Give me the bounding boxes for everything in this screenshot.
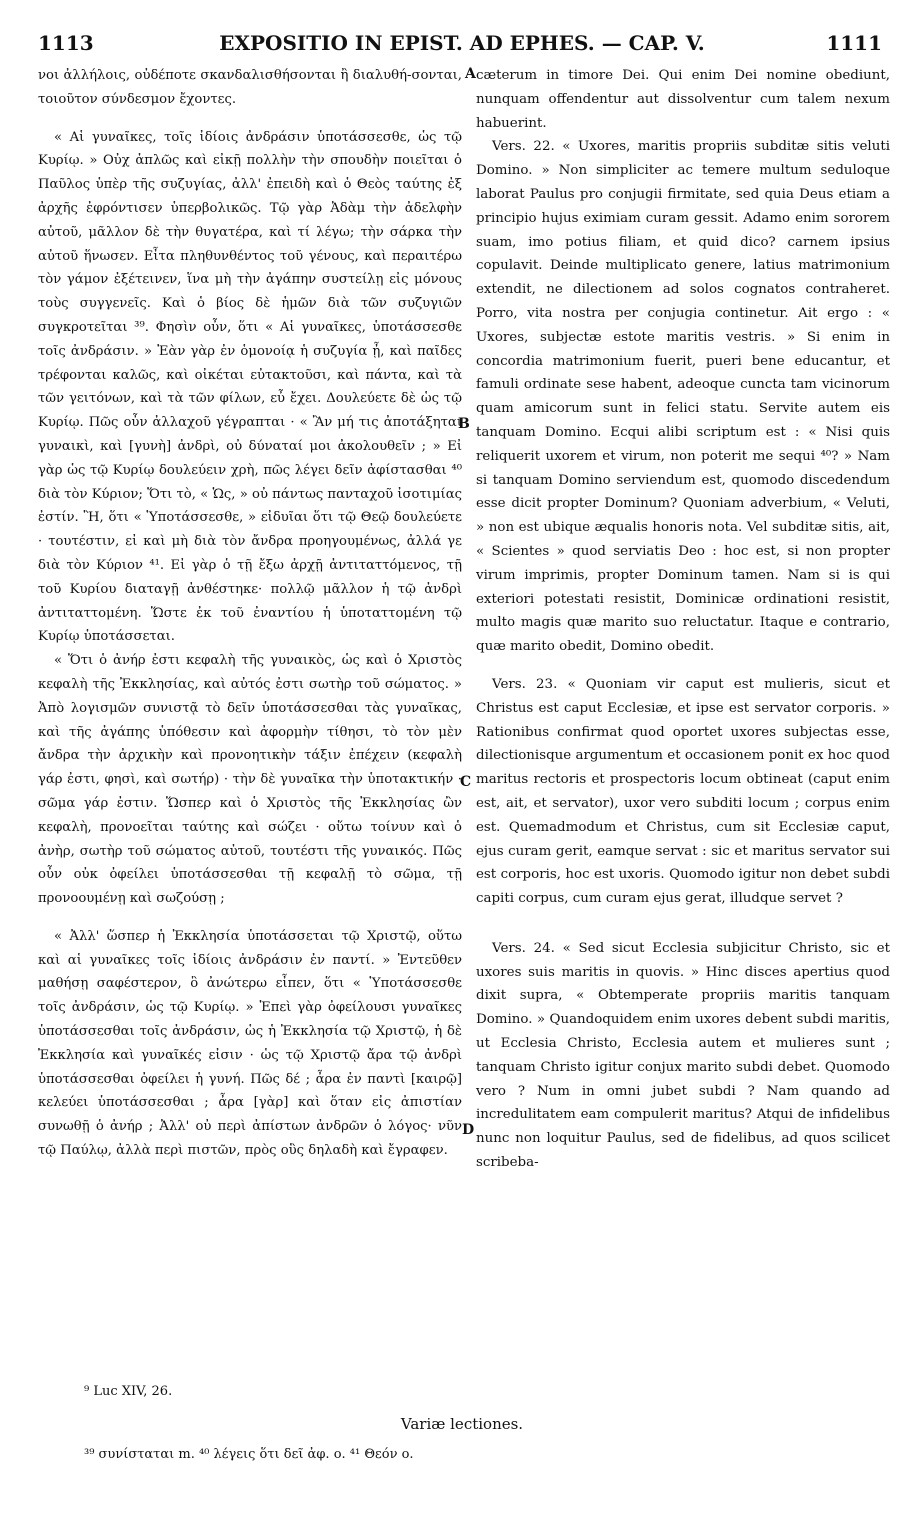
running-title: EXPOSITIO IN EPIST. AD EPHES. — CAP. V. — [219, 31, 705, 55]
latin-paragraph: Vers. 22. « Uxores, maritis propriis subditæ sitis veluti Domino. » Non simpliciter ac temere multum seduloque laborat Paulus pro conjugii firmitate, sed quia Deus etiam a principio hujus eximiam curam gessit. Adamo enim sororem suam, imo potius filiam, et quid dico? carnem ipsius copulavit. Deinde multiplicato genere, latius matrimonium extendit, ne dilectionem ad solos cognatos contraheret. Porro, vita nostra per conjugia continetur. Ait ergo : « Uxores, subjectæ estote maritis vestris. » Si enim in concordia matrimonium fuerit, pueri bene educantur, et famuli ordinate sese habent, adeoque cuncta tam vicinorum quam amicorum sunt in felici statu. Servite autem eis tanquam Domino. Ecqui alibi scriptum est : « Nisi quis reliquerit uxorem et virum, non poterit me sequi ⁴⁰? » Nam si tanquam Domino serviendum est, quomodo discedendum esse dicit propter Dominum? Quoniam adverbium, « Veluti, » non est ubique æqualis honoris nota. Vel subditæ sitis, ait, « Scientes » quod serviatis Deo : hoc est, si non propter virum imprimis, propter Dominum tamen. Nam si is qui exteriori potestati resistit, Dominicæ ordinationi resistit, multo magis quæ marito suo reluctatur. Itaque e contrario, quæ marito obedit, Domino obedit. — [476, 139, 890, 655]
margin-letter-a: A — [465, 66, 476, 82]
variae-lectiones-heading: Variæ lectiones. — [400, 1415, 524, 1433]
latin-paragraph: Vers. 24. « Sed sicut Ecclesia subjicitur Christo, sic et uxores suis maritis in quovis. » Hinc disces apertius quod dixit supra, « Obtemperate propriis maritis tanquam Domino. » Quandoquidem enim uxores debent subdi maritis, ut Ecclesia Christo, Ecclesia autem et mulieres sunt ; tanquam Christo igitur conjux marito subdi debet. Quomodo vero ? Num in omni jubet subdi ? Nam quando ad incredulitatem eam compulerit maritus? Atqui de infidelibus nunc non loquitur Paulus, sed de fidelibus, ad quos scilicet scribeba- — [476, 940, 890, 1171]
greek-paragraph: νοι ἀλλήλοις, οὐδέποτε σκανδαλισθήσονται ἢ διαλυθή-σονται, τοιοῦτον σύνδεσμον ἔχοντες. — [38, 68, 462, 107]
margin-letter-c: C — [460, 774, 472, 790]
greek-paragraph: « Ὅτι ὁ ἀνήρ ἐστι κεφαλὴ τῆς γυναικὸς, ὡς καὶ ὁ Χριστὸς κεφαλὴ τῆς Ἐκκλησίας, καὶ αὐτός ἐστι σωτὴρ τοῦ σώματος. » Ἀπὸ λογισμῶν συνιστᾷ τὸ δεῖν ὑποτάσσεσθαι τὰς γυναῖκας, καὶ τῆς ἀγάπης ὑπόθεσιν καὶ ἀφορμὴν τίθησι, τὸ τὸν μὲν ἄνδρα τὴν ἀρχικὴν καὶ προνοητικὴν τάξιν ἐπέχειν (κεφαλὴ γάρ ἐστι, φησὶ, καὶ σωτήρ) · τὴν δὲ γυναῖκα τὴν ὑποτακτικήν · σῶμα γάρ ἐστιν. Ὥσπερ καὶ ὁ Χριστὸς τῆς Ἐκκλησίας ὢν κεφαλὴ, προνοεῖται ταύτης καὶ σώζει · οὕτω τοίνυν καὶ ὁ ἀνὴρ, σωτὴρ τοῦ σώματος αὐτοῦ, τουτέστι τῆς γυναικός. Πῶς οὖν οὐκ ὀφείλει ὑποτάσσεσθαι τῇ κεφαλῇ τὸ σῶμα, τῇ προνοουμένῃ καὶ σωζούσῃ ; — [38, 653, 462, 907]
greek-paragraph: « Ἀλλ' ὥσπερ ἡ Ἐκκλησία ὑποτάσσεται τῷ Χριστῷ, οὕτω καὶ αἱ γυναῖκες τοῖς ἰδίοις ἀνδράσιν ἐν παντί. » Ἐντεῦθεν μαθήσῃ σαφέστερον, ὃ ἀνώτερω εἶπεν, ὅτι « Ὑποτάσσεσθε τοῖς ἀνδράσιν, ὡς τῷ Κυρίῳ. » Ἐπεὶ γὰρ ὀφείλουσι γυναῖκες ὑποτάσσεσθαι τοῖς ἀνδράσιν, ὡς ἡ Ἐκκλησία τῷ Χριστῷ, ἡ δὲ Ἐκκλησία καὶ γυναῖκές εἰσιν · ὡς τῷ Χριστῷ ἄρα τῷ ἀνδρὶ ὑποτάσσεσθαι ὀφείλει ἡ γυνή. Πῶς δέ ; ἆρα ἐν παντὶ [καιρῷ] κελεύει ὑποτάσσεσθαι ; ἆρα [γὰρ] καὶ ὅταν εἰς ἀπιστίαν συνωθῇ ὁ ἀνήρ ; Ἀλλ' οὐ περὶ ἀπίστων ἀνδρῶν ὁ λόγος· νῦν τῷ Παύλῳ, ἀλλὰ περὶ πιστῶν, πρὸς οὓς δηλαδὴ καὶ ἔγραφεν. — [38, 928, 462, 1159]
variant-readings: ³⁹ συνίσταται m. ⁴⁰ λέγεις ὅτι δεῖ ἀφ. ο. ⁴¹ Θεόν ο. — [84, 1447, 414, 1462]
latin-paragraph: cæterum in timore Dei. Qui enim Dei nomine obediunt, nunquam offendentur aut dissolventur cum talem nexum habuerint. — [476, 68, 890, 131]
greek-paragraph: « Αἱ γυναῖκες, τοῖς ἰδίοις ἀνδράσιν ὑποτάσσεσθε, ὡς τῷ Κυρίῳ. » Οὐχ ἁπλῶς καὶ εἰκῇ πολλὴν τὴν σπουδὴν ποιεῖται ὁ Παῦλος ὑπὲρ τῆς συζυγίας, ἀλλ' ἐπειδὴ καὶ ὁ Θεὸς ταύτης ἐξ ἀρχῆς ἐφρόντισεν ὑπερβολικῶς. Τῷ γὰρ Ἀδὰμ τὴν ἀδελφὴν αὐτοῦ, μᾶλλον δὲ τὴν θυγατέρα, καὶ τί λέγω; τὴν σάρκα τὴν αὐτοῦ ἥνωσεν. Εἶτα πληθυνθέντος τοῦ γένους, καὶ περαιτέρω τὸν γάμον ἐξέτεινεν, ἵνα μὴ τὴν ἀγάπην συστείλῃ εἰς μόνους τοὺς συγγενεῖς. Καὶ ὁ βίος δὲ ἡμῶν διὰ τῶν συζυγιῶν συγκροτεῖται ³⁹. Φησὶν οὖν, ὅτι « Αἱ γυναῖκες, ὑποτάσσεσθε τοῖς ἀνδράσιν. » Ἐὰν γὰρ ἐν ὁμονοίᾳ ἡ συζυγία ᾖ, καὶ παῖδες τρέφονται καλῶς, καὶ οἰκέται εὐτακτοῦσι, καὶ πάντα, καὶ τὰ τῶν γειτόνων, καὶ τὰ τῶν φίλων, εὖ ἔχει. Δουλεύετε δὲ ὡς τῷ Κυρίῳ. Πῶς οὖν ἀλλαχοῦ γέγραπται · « Ἂν μή τις ἀποτάξηται γυναικὶ, καὶ [γυνὴ] ἀνδρὶ, οὐ δύναταί μοι ἀκολουθεῖν ; » Εἰ γὰρ ὡς τῷ Κυρίῳ δουλεύειν χρὴ, πῶς λέγει δεῖν ἀφίστασθαι ⁴⁰ διὰ τὸν Κύριον; Ὅτι τὸ, « Ὡς, » οὐ πάντως πανταχοῦ ἰσοτιμίας ἐστίν. Ἢ, ὅτι « Ὑποτάσσεσθε, » εἰδυῖαι ὅτι τῷ Θεῷ δουλεύετε · τουτέστιν, εἰ καὶ μὴ διὰ τὸν ἄνδρα προηγουμένως, ἀλλά γε διὰ τὸν Κύριον ⁴¹. Εἰ γὰρ ὁ τῇ ἔξω ἀρχῇ ἀντιταττόμενος, τῇ τοῦ Κυρίου διαταγῇ ἀνθέστηκε· πολλῷ μᾶλλον ἡ τῷ ἀνδρὶ ἀντιταττομένη. Ὥστε ἐκ τοῦ ἐναντίου ἡ ὑποταττομένη τῷ Κυρίῳ ὑποτάσσεται. — [38, 129, 462, 645]
margin-letter-b: B — [458, 416, 470, 432]
margin-letter-d: D — [462, 1122, 475, 1138]
latin-paragraph: Vers. 23. « Quoniam vir caput est mulieris, sicut et Christus est caput Ecclesiæ, et ipse est servator corporis. » Rationibus confirmat quod oportet uxores subjectas esse, dilectionisque argumentum et occasionem ponit ex hoc quod maritus rectoris et prospectoris locum obtineat (caput enim est, ait, et servator), uxor vero subditi locum ; corpus enim est. Quemadmodum et Christus, cum sit Ecclesiæ caput, ejus curam gerit, eamque servat : sic et maritus servator sui est corporis, hoc est uxoris. Quomodo igitur non debet subdi capiti corpus, cum curam ejus gerat, illudque servet ? — [476, 676, 890, 907]
page-number-right: 1111 — [826, 31, 882, 55]
latin-text-column — [476, 64, 890, 1175]
page-number-left: 1113 — [38, 31, 94, 55]
footnote: ⁹ Luc XIV, 26. — [84, 1384, 173, 1399]
greek-text-column — [38, 64, 462, 1163]
